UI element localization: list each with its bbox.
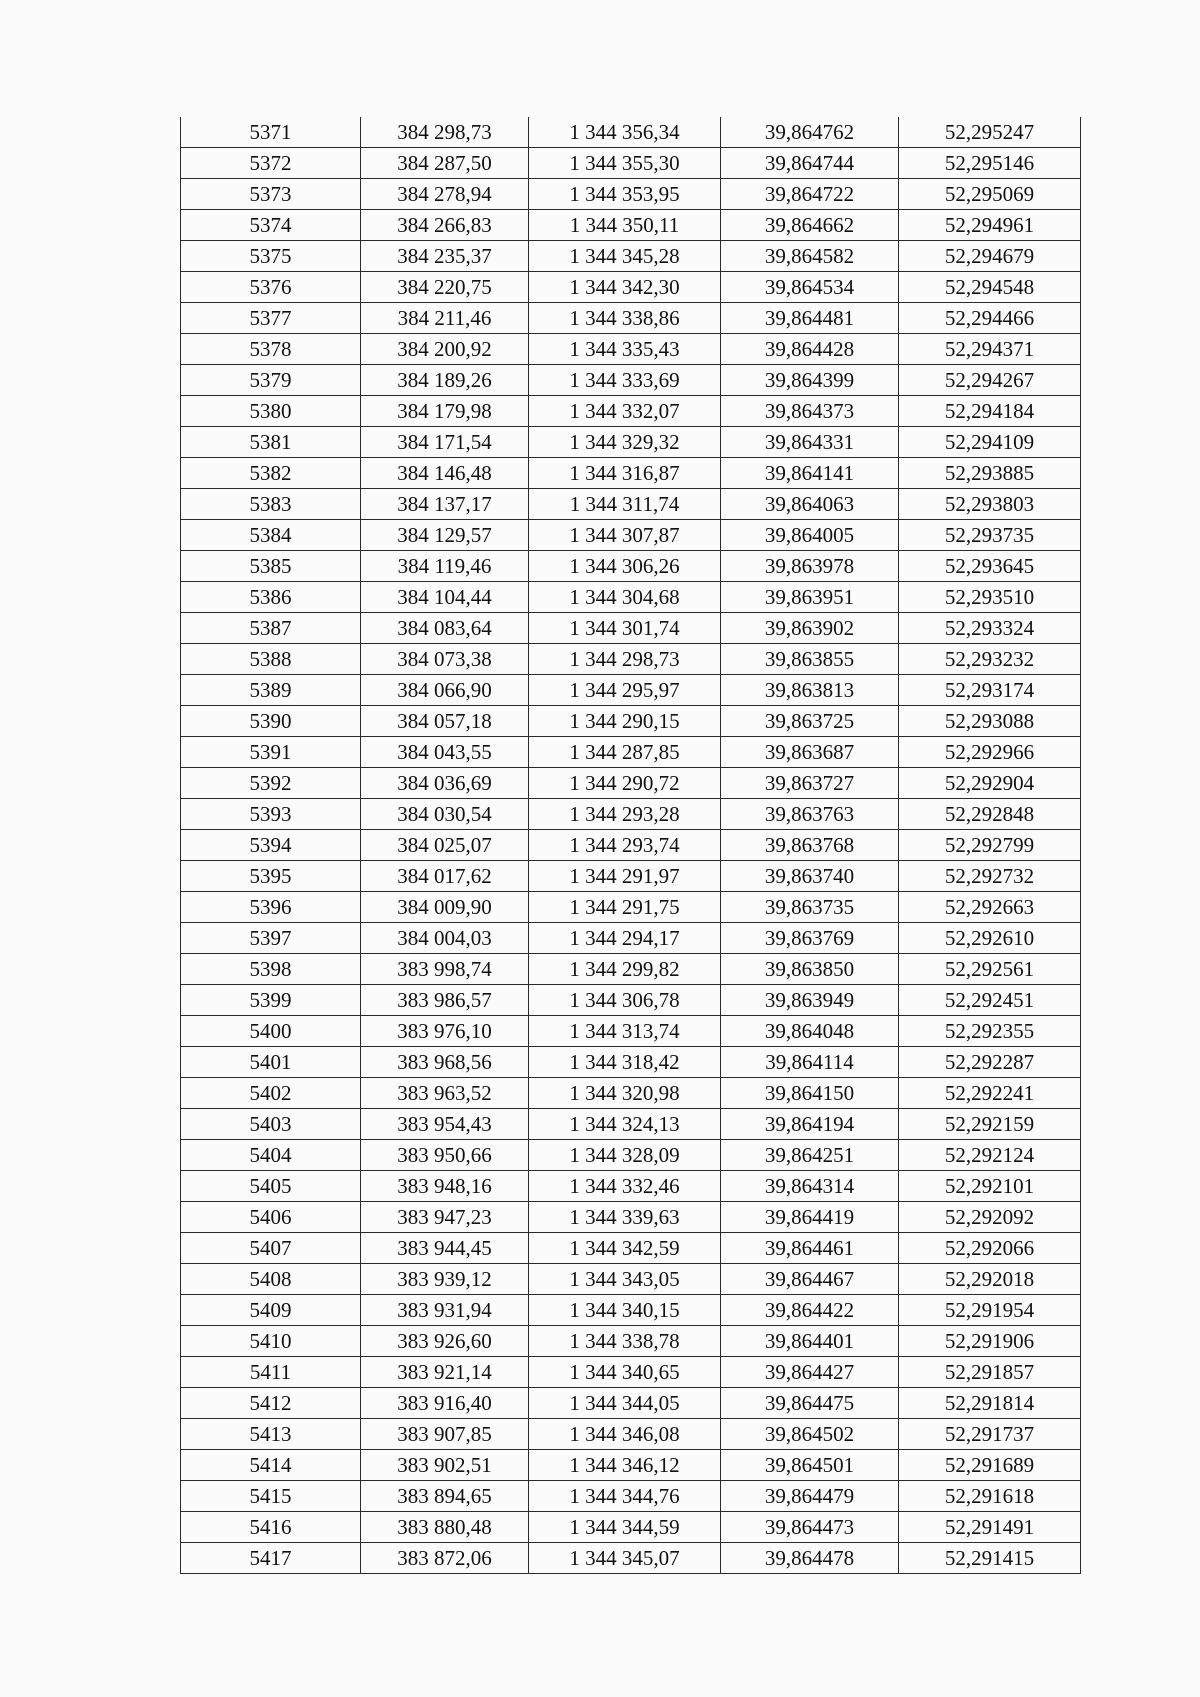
y-coordinate-cell: 1 344 306,26 (529, 551, 721, 582)
table-row (181, 892, 1081, 923)
point-number-cell: 5387 (181, 613, 361, 644)
y-coordinate-cell: 1 344 340,65 (529, 1357, 721, 1388)
latitude-cell: 52,292287 (899, 1047, 1081, 1078)
point-number-cell: 5377 (181, 303, 361, 334)
table-row (181, 1078, 1081, 1109)
table-row (181, 148, 1081, 179)
latitude-cell: 52,294109 (899, 427, 1081, 458)
latitude-cell: 52,294679 (899, 241, 1081, 272)
point-number-cell: 5374 (181, 210, 361, 241)
latitude-cell: 52,292451 (899, 985, 1081, 1016)
table-row (181, 1450, 1081, 1481)
latitude-cell: 52,295069 (899, 179, 1081, 210)
x-coordinate-cell: 384 104,44 (361, 582, 529, 613)
y-coordinate-cell: 1 344 350,11 (529, 210, 721, 241)
point-number-cell: 5416 (181, 1512, 361, 1543)
longitude-cell: 39,864114 (721, 1047, 899, 1078)
longitude-cell: 39,864048 (721, 1016, 899, 1047)
table-row (181, 706, 1081, 737)
point-number-cell: 5410 (181, 1326, 361, 1357)
table-row (181, 737, 1081, 768)
x-coordinate-cell: 384 137,17 (361, 489, 529, 520)
table-row (181, 1388, 1081, 1419)
table-row (181, 1295, 1081, 1326)
longitude-cell: 39,863725 (721, 706, 899, 737)
y-coordinate-cell: 1 344 342,30 (529, 272, 721, 303)
point-number-cell: 5373 (181, 179, 361, 210)
longitude-cell: 39,864475 (721, 1388, 899, 1419)
point-number-cell: 5409 (181, 1295, 361, 1326)
x-coordinate-cell: 384 009,90 (361, 892, 529, 923)
longitude-cell: 39,864744 (721, 148, 899, 179)
y-coordinate-cell: 1 344 290,72 (529, 768, 721, 799)
table-row (181, 1047, 1081, 1078)
longitude-cell: 39,863768 (721, 830, 899, 861)
latitude-cell: 52,292092 (899, 1202, 1081, 1233)
latitude-cell: 52,292241 (899, 1078, 1081, 1109)
table-row (181, 799, 1081, 830)
longitude-cell: 39,864150 (721, 1078, 899, 1109)
latitude-cell: 52,291814 (899, 1388, 1081, 1419)
latitude-cell: 52,293645 (899, 551, 1081, 582)
longitude-cell: 39,863740 (721, 861, 899, 892)
latitude-cell: 52,294548 (899, 272, 1081, 303)
point-number-cell: 5397 (181, 923, 361, 954)
point-number-cell: 5417 (181, 1543, 361, 1574)
x-coordinate-cell: 384 083,64 (361, 613, 529, 644)
x-coordinate-cell: 384 017,62 (361, 861, 529, 892)
table-row (181, 1016, 1081, 1047)
point-number-cell: 5389 (181, 675, 361, 706)
longitude-cell: 39,864662 (721, 210, 899, 241)
longitude-cell: 39,864473 (721, 1512, 899, 1543)
y-coordinate-cell: 1 344 313,74 (529, 1016, 721, 1047)
longitude-cell: 39,863769 (721, 923, 899, 954)
x-coordinate-cell: 384 025,07 (361, 830, 529, 861)
table-row (181, 1140, 1081, 1171)
y-coordinate-cell: 1 344 333,69 (529, 365, 721, 396)
longitude-cell: 39,864399 (721, 365, 899, 396)
table-row (181, 1264, 1081, 1295)
x-coordinate-cell: 384 146,48 (361, 458, 529, 489)
table-row (181, 458, 1081, 489)
latitude-cell: 52,291954 (899, 1295, 1081, 1326)
y-coordinate-cell: 1 344 345,28 (529, 241, 721, 272)
table-row (181, 1233, 1081, 1264)
x-coordinate-cell: 383 986,57 (361, 985, 529, 1016)
y-coordinate-cell: 1 344 342,59 (529, 1233, 721, 1264)
longitude-cell: 39,863735 (721, 892, 899, 923)
y-coordinate-cell: 1 344 293,28 (529, 799, 721, 830)
latitude-cell: 52,291737 (899, 1419, 1081, 1450)
x-coordinate-cell: 383 963,52 (361, 1078, 529, 1109)
y-coordinate-cell: 1 344 291,75 (529, 892, 721, 923)
point-number-cell: 5406 (181, 1202, 361, 1233)
latitude-cell: 52,292018 (899, 1264, 1081, 1295)
point-number-cell: 5408 (181, 1264, 361, 1295)
y-coordinate-cell: 1 344 332,46 (529, 1171, 721, 1202)
table-row (181, 954, 1081, 985)
longitude-cell: 39,864401 (721, 1326, 899, 1357)
point-number-cell: 5390 (181, 706, 361, 737)
y-coordinate-cell: 1 344 338,78 (529, 1326, 721, 1357)
longitude-cell: 39,863850 (721, 954, 899, 985)
latitude-cell: 52,292904 (899, 768, 1081, 799)
table-row (181, 551, 1081, 582)
y-coordinate-cell: 1 344 301,74 (529, 613, 721, 644)
point-number-cell: 5384 (181, 520, 361, 551)
point-number-cell: 5398 (181, 954, 361, 985)
table-row (181, 1419, 1081, 1450)
x-coordinate-cell: 383 872,06 (361, 1543, 529, 1574)
latitude-cell: 52,291618 (899, 1481, 1081, 1512)
x-coordinate-cell: 384 235,37 (361, 241, 529, 272)
latitude-cell: 52,294184 (899, 396, 1081, 427)
longitude-cell: 39,864005 (721, 520, 899, 551)
table-row (181, 303, 1081, 334)
longitude-cell: 39,864501 (721, 1450, 899, 1481)
latitude-cell: 52,292966 (899, 737, 1081, 768)
point-number-cell: 5415 (181, 1481, 361, 1512)
y-coordinate-cell: 1 344 346,08 (529, 1419, 721, 1450)
longitude-cell: 39,864251 (721, 1140, 899, 1171)
longitude-cell: 39,864762 (721, 117, 899, 148)
table-row (181, 489, 1081, 520)
longitude-cell: 39,864722 (721, 179, 899, 210)
longitude-cell: 39,864427 (721, 1357, 899, 1388)
table-row (181, 861, 1081, 892)
point-number-cell: 5401 (181, 1047, 361, 1078)
y-coordinate-cell: 1 344 344,59 (529, 1512, 721, 1543)
x-coordinate-cell: 383 916,40 (361, 1388, 529, 1419)
latitude-cell: 52,292799 (899, 830, 1081, 861)
latitude-cell: 52,294466 (899, 303, 1081, 334)
longitude-cell: 39,863951 (721, 582, 899, 613)
x-coordinate-cell: 384 220,75 (361, 272, 529, 303)
x-coordinate-cell: 384 030,54 (361, 799, 529, 830)
longitude-cell: 39,864479 (721, 1481, 899, 1512)
latitude-cell: 52,291857 (899, 1357, 1081, 1388)
latitude-cell: 52,294371 (899, 334, 1081, 365)
latitude-cell: 52,294267 (899, 365, 1081, 396)
x-coordinate-cell: 384 043,55 (361, 737, 529, 768)
y-coordinate-cell: 1 344 324,13 (529, 1109, 721, 1140)
y-coordinate-cell: 1 344 320,98 (529, 1078, 721, 1109)
y-coordinate-cell: 1 344 328,09 (529, 1140, 721, 1171)
x-coordinate-cell: 383 894,65 (361, 1481, 529, 1512)
latitude-cell: 52,292732 (899, 861, 1081, 892)
latitude-cell: 52,291415 (899, 1543, 1081, 1574)
longitude-cell: 39,864534 (721, 272, 899, 303)
longitude-cell: 39,864481 (721, 303, 899, 334)
x-coordinate-cell: 383 954,43 (361, 1109, 529, 1140)
y-coordinate-cell: 1 344 298,73 (529, 644, 721, 675)
latitude-cell: 52,292101 (899, 1171, 1081, 1202)
table-row (181, 520, 1081, 551)
y-coordinate-cell: 1 344 329,32 (529, 427, 721, 458)
table-row (181, 1171, 1081, 1202)
table-row (181, 582, 1081, 613)
table-row (181, 117, 1081, 148)
y-coordinate-cell: 1 344 345,07 (529, 1543, 721, 1574)
y-coordinate-cell: 1 344 311,74 (529, 489, 721, 520)
x-coordinate-cell: 384 171,54 (361, 427, 529, 458)
coordinates-table-body (181, 117, 1081, 1574)
longitude-cell: 39,864141 (721, 458, 899, 489)
x-coordinate-cell: 383 950,66 (361, 1140, 529, 1171)
longitude-cell: 39,863978 (721, 551, 899, 582)
point-number-cell: 5379 (181, 365, 361, 396)
latitude-cell: 52,293803 (899, 489, 1081, 520)
latitude-cell: 52,293174 (899, 675, 1081, 706)
y-coordinate-cell: 1 344 332,07 (529, 396, 721, 427)
table-row (181, 923, 1081, 954)
point-number-cell: 5412 (181, 1388, 361, 1419)
table-row (181, 1326, 1081, 1357)
table-row (181, 613, 1081, 644)
latitude-cell: 52,292610 (899, 923, 1081, 954)
point-number-cell: 5405 (181, 1171, 361, 1202)
y-coordinate-cell: 1 344 306,78 (529, 985, 721, 1016)
table-row (181, 675, 1081, 706)
latitude-cell: 52,291906 (899, 1326, 1081, 1357)
latitude-cell: 52,292159 (899, 1109, 1081, 1140)
longitude-cell: 39,864373 (721, 396, 899, 427)
x-coordinate-cell: 384 278,94 (361, 179, 529, 210)
x-coordinate-cell: 383 968,56 (361, 1047, 529, 1078)
longitude-cell: 39,864582 (721, 241, 899, 272)
x-coordinate-cell: 383 947,23 (361, 1202, 529, 1233)
latitude-cell: 52,293885 (899, 458, 1081, 489)
x-coordinate-cell: 383 926,60 (361, 1326, 529, 1357)
y-coordinate-cell: 1 344 338,86 (529, 303, 721, 334)
point-number-cell: 5400 (181, 1016, 361, 1047)
y-coordinate-cell: 1 344 294,17 (529, 923, 721, 954)
y-coordinate-cell: 1 344 307,87 (529, 520, 721, 551)
latitude-cell: 52,291491 (899, 1512, 1081, 1543)
longitude-cell: 39,864331 (721, 427, 899, 458)
table-row (181, 985, 1081, 1016)
x-coordinate-cell: 384 179,98 (361, 396, 529, 427)
x-coordinate-cell: 384 004,03 (361, 923, 529, 954)
latitude-cell: 52,293510 (899, 582, 1081, 613)
latitude-cell: 52,293088 (899, 706, 1081, 737)
table-row (181, 396, 1081, 427)
table-row (181, 1512, 1081, 1543)
x-coordinate-cell: 383 931,94 (361, 1295, 529, 1326)
coordinates-table-container (180, 117, 1080, 1574)
table-row (181, 1357, 1081, 1388)
x-coordinate-cell: 384 189,26 (361, 365, 529, 396)
x-coordinate-cell: 383 998,74 (361, 954, 529, 985)
point-number-cell: 5395 (181, 861, 361, 892)
x-coordinate-cell: 383 880,48 (361, 1512, 529, 1543)
y-coordinate-cell: 1 344 291,97 (529, 861, 721, 892)
table-row (181, 427, 1081, 458)
latitude-cell: 52,293232 (899, 644, 1081, 675)
point-number-cell: 5376 (181, 272, 361, 303)
table-row (181, 830, 1081, 861)
x-coordinate-cell: 384 119,46 (361, 551, 529, 582)
point-number-cell: 5413 (181, 1419, 361, 1450)
longitude-cell: 39,864428 (721, 334, 899, 365)
longitude-cell: 39,863687 (721, 737, 899, 768)
point-number-cell: 5383 (181, 489, 361, 520)
y-coordinate-cell: 1 344 353,95 (529, 179, 721, 210)
point-number-cell: 5391 (181, 737, 361, 768)
longitude-cell: 39,863763 (721, 799, 899, 830)
latitude-cell: 52,295146 (899, 148, 1081, 179)
x-coordinate-cell: 384 129,57 (361, 520, 529, 551)
longitude-cell: 39,864502 (721, 1419, 899, 1450)
x-coordinate-cell: 383 948,16 (361, 1171, 529, 1202)
longitude-cell: 39,863949 (721, 985, 899, 1016)
table-row (181, 1481, 1081, 1512)
x-coordinate-cell: 383 976,10 (361, 1016, 529, 1047)
y-coordinate-cell: 1 344 335,43 (529, 334, 721, 365)
point-number-cell: 5393 (181, 799, 361, 830)
longitude-cell: 39,864194 (721, 1109, 899, 1140)
x-coordinate-cell: 383 902,51 (361, 1450, 529, 1481)
x-coordinate-cell: 384 200,92 (361, 334, 529, 365)
point-number-cell: 5407 (181, 1233, 361, 1264)
table-row (181, 241, 1081, 272)
table-row (181, 1109, 1081, 1140)
longitude-cell: 39,864314 (721, 1171, 899, 1202)
x-coordinate-cell: 383 939,12 (361, 1264, 529, 1295)
latitude-cell: 52,293735 (899, 520, 1081, 551)
y-coordinate-cell: 1 344 346,12 (529, 1450, 721, 1481)
x-coordinate-cell: 384 066,90 (361, 675, 529, 706)
point-number-cell: 5378 (181, 334, 361, 365)
latitude-cell: 52,292124 (899, 1140, 1081, 1171)
table-row (181, 1202, 1081, 1233)
x-coordinate-cell: 384 036,69 (361, 768, 529, 799)
y-coordinate-cell: 1 344 340,15 (529, 1295, 721, 1326)
y-coordinate-cell: 1 344 316,87 (529, 458, 721, 489)
y-coordinate-cell: 1 344 343,05 (529, 1264, 721, 1295)
y-coordinate-cell: 1 344 304,68 (529, 582, 721, 613)
point-number-cell: 5386 (181, 582, 361, 613)
y-coordinate-cell: 1 344 287,85 (529, 737, 721, 768)
point-number-cell: 5396 (181, 892, 361, 923)
point-number-cell: 5380 (181, 396, 361, 427)
point-number-cell: 5371 (181, 117, 361, 148)
y-coordinate-cell: 1 344 290,15 (529, 706, 721, 737)
longitude-cell: 39,863855 (721, 644, 899, 675)
table-row (181, 768, 1081, 799)
longitude-cell: 39,864422 (721, 1295, 899, 1326)
point-number-cell: 5392 (181, 768, 361, 799)
longitude-cell: 39,864419 (721, 1202, 899, 1233)
x-coordinate-cell: 384 057,18 (361, 706, 529, 737)
point-number-cell: 5381 (181, 427, 361, 458)
coordinates-table (180, 117, 1081, 1574)
point-number-cell: 5404 (181, 1140, 361, 1171)
x-coordinate-cell: 384 211,46 (361, 303, 529, 334)
point-number-cell: 5388 (181, 644, 361, 675)
longitude-cell: 39,864063 (721, 489, 899, 520)
x-coordinate-cell: 384 266,83 (361, 210, 529, 241)
table-row (181, 644, 1081, 675)
table-row (181, 365, 1081, 396)
point-number-cell: 5385 (181, 551, 361, 582)
x-coordinate-cell: 383 944,45 (361, 1233, 529, 1264)
y-coordinate-cell: 1 344 293,74 (529, 830, 721, 861)
longitude-cell: 39,863813 (721, 675, 899, 706)
point-number-cell: 5375 (181, 241, 361, 272)
x-coordinate-cell: 384 073,38 (361, 644, 529, 675)
point-number-cell: 5399 (181, 985, 361, 1016)
table-row (181, 1543, 1081, 1574)
latitude-cell: 52,292663 (899, 892, 1081, 923)
longitude-cell: 39,863727 (721, 768, 899, 799)
y-coordinate-cell: 1 344 299,82 (529, 954, 721, 985)
point-number-cell: 5394 (181, 830, 361, 861)
y-coordinate-cell: 1 344 318,42 (529, 1047, 721, 1078)
table-row (181, 334, 1081, 365)
x-coordinate-cell: 383 907,85 (361, 1419, 529, 1450)
longitude-cell: 39,864478 (721, 1543, 899, 1574)
longitude-cell: 39,864461 (721, 1233, 899, 1264)
point-number-cell: 5372 (181, 148, 361, 179)
table-row (181, 179, 1081, 210)
y-coordinate-cell: 1 344 344,76 (529, 1481, 721, 1512)
point-number-cell: 5403 (181, 1109, 361, 1140)
point-number-cell: 5414 (181, 1450, 361, 1481)
y-coordinate-cell: 1 344 339,63 (529, 1202, 721, 1233)
latitude-cell: 52,292066 (899, 1233, 1081, 1264)
y-coordinate-cell: 1 344 344,05 (529, 1388, 721, 1419)
x-coordinate-cell: 384 287,50 (361, 148, 529, 179)
longitude-cell: 39,864467 (721, 1264, 899, 1295)
x-coordinate-cell: 383 921,14 (361, 1357, 529, 1388)
table-row (181, 272, 1081, 303)
y-coordinate-cell: 1 344 356,34 (529, 117, 721, 148)
latitude-cell: 52,292355 (899, 1016, 1081, 1047)
latitude-cell: 52,291689 (899, 1450, 1081, 1481)
latitude-cell: 52,293324 (899, 613, 1081, 644)
latitude-cell: 52,292561 (899, 954, 1081, 985)
y-coordinate-cell: 1 344 295,97 (529, 675, 721, 706)
point-number-cell: 5411 (181, 1357, 361, 1388)
x-coordinate-cell: 384 298,73 (361, 117, 529, 148)
latitude-cell: 52,292848 (899, 799, 1081, 830)
latitude-cell: 52,294961 (899, 210, 1081, 241)
y-coordinate-cell: 1 344 355,30 (529, 148, 721, 179)
latitude-cell: 52,295247 (899, 117, 1081, 148)
point-number-cell: 5382 (181, 458, 361, 489)
longitude-cell: 39,863902 (721, 613, 899, 644)
table-row (181, 210, 1081, 241)
point-number-cell: 5402 (181, 1078, 361, 1109)
